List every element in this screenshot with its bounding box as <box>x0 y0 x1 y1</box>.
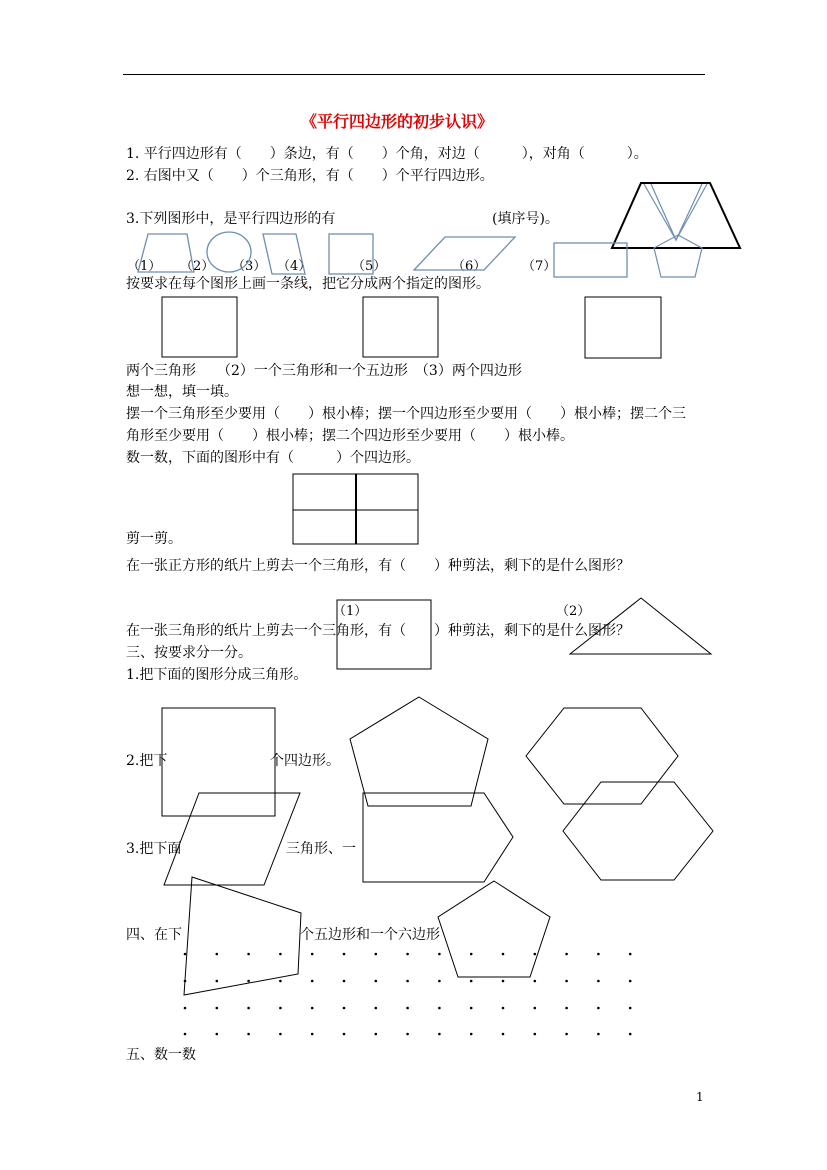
grid-dot <box>375 953 378 956</box>
shape-label-3: （3） <box>232 259 267 274</box>
grid-dot <box>629 1007 632 1010</box>
grid-dot <box>311 1033 314 1036</box>
grid-dot <box>470 1007 473 1010</box>
grid-dot <box>375 1033 378 1036</box>
dot-grid <box>184 953 632 1036</box>
split-pentagon-large <box>350 697 488 806</box>
question-1: 1. 平行四边形有（ ）条边，有（ ）个角，对边（ ），对角（ ）。 <box>126 146 648 162</box>
question-3: 3.下列图形中，是平行四边形的有 <box>126 211 336 227</box>
inner-triangles <box>644 184 707 277</box>
grid-dot <box>502 980 505 983</box>
section-3-item-3b: 三角形、一 <box>286 841 356 857</box>
grid-dot <box>216 980 219 983</box>
grid-dot <box>629 953 632 956</box>
grid-dot <box>502 953 505 956</box>
grid-dot <box>534 1033 537 1036</box>
grid-dot <box>311 1007 314 1010</box>
shape-label-7: （7） <box>522 259 557 274</box>
grid-dot <box>502 1033 505 1036</box>
grid-dot <box>216 953 219 956</box>
grid-dot <box>534 1007 537 1010</box>
split-pentagon-small <box>438 881 550 977</box>
section-3-heading: 三、按要求分一分。 <box>126 645 252 661</box>
grid-dot <box>597 1033 600 1036</box>
shape-parallelogram-tall <box>263 234 305 274</box>
grid-dot <box>247 1033 250 1036</box>
trapezoid-figure <box>612 183 740 248</box>
grid-dot <box>247 980 250 983</box>
grid-dot <box>406 953 409 956</box>
shape-trapezoid <box>138 234 194 272</box>
question-4-labels: 两个三角形 （2）一个三角形和一个五边形 （3）两个四边形 <box>126 363 522 379</box>
question-4: 按要求在每个图形上画一条线，把它分成两个指定的图形。 <box>126 276 490 292</box>
cut-triangle <box>570 598 711 654</box>
grid-dot <box>438 1007 441 1010</box>
grid-dot <box>216 1033 219 1036</box>
grid-dot <box>247 953 250 956</box>
grid-dot <box>343 953 346 956</box>
question-5-line-2: 角形至少要用（ ）根小棒；摆二个四边形至少要用（ ）根小棒。 <box>126 428 574 444</box>
shape-label-6: （6） <box>452 259 487 274</box>
section-5-heading: 五、数一数 <box>126 1047 196 1063</box>
grid-dot <box>343 980 346 983</box>
section-3-item-2a: 2.把下 <box>126 753 168 769</box>
grid-dot <box>438 953 441 956</box>
section-4-a: 四、在下 <box>126 927 182 943</box>
divide-rectangle-3 <box>585 297 661 358</box>
shape-label-2: （2） <box>180 259 215 274</box>
split-quadrilateral <box>184 877 301 995</box>
grid-dot <box>279 1033 282 1036</box>
question-6: 数一数，下面的图形中有（ ）个四边形。 <box>126 450 420 466</box>
grid-dot <box>216 1007 219 1010</box>
grid-dot <box>470 953 473 956</box>
split-square <box>162 708 275 816</box>
grid-dot <box>629 1033 632 1036</box>
grid-dot <box>597 953 600 956</box>
split-hexagon-2 <box>563 782 713 880</box>
split-parallelogram <box>164 793 300 885</box>
shape-label-5: （5） <box>352 259 387 274</box>
grid-dot <box>279 953 282 956</box>
cut-label-1: （1） <box>333 604 368 619</box>
divide-rectangle-2 <box>363 297 438 357</box>
grid-dot <box>247 1007 250 1010</box>
divide-rectangle-1 <box>162 297 237 357</box>
question-3-fill: (填序号)。 <box>492 211 559 227</box>
shape-label-4: （4） <box>277 259 312 274</box>
grid-dot <box>470 1033 473 1036</box>
grid-dot <box>565 980 568 983</box>
question-5-heading: 想一想，填一填。 <box>126 384 238 400</box>
grid-dot <box>184 980 187 983</box>
grid-dot <box>184 1007 187 1010</box>
shape-label-1: （1） <box>127 259 162 274</box>
page-number: 1 <box>696 1090 704 1104</box>
grid-dot <box>406 1033 409 1036</box>
grid-dot <box>438 980 441 983</box>
question-2: 2. 右图中又（ ）个三角形，有（ ）个平行四边形。 <box>126 168 494 184</box>
cut-square <box>337 600 431 669</box>
grid-dot <box>406 980 409 983</box>
count-quadrilaterals-grid <box>293 474 418 544</box>
question-7-heading: 剪一剪。 <box>126 531 182 547</box>
grid-dot <box>565 1007 568 1010</box>
question-5-line-1: 摆一个三角形至少要用（ ）根小棒；摆一个四边形至少要用（ ）根小棒；摆二个三 <box>126 406 686 422</box>
question-7-line-2: 在一张三角形的纸片上剪去一个三角形，有（ ）种剪法，剩下的是什么图形？ <box>126 623 630 639</box>
shape-circle <box>207 232 251 272</box>
shape-square <box>329 234 373 274</box>
grid-dot <box>597 980 600 983</box>
section-3-item-2b: 个四边形。 <box>270 753 340 769</box>
grid-dot <box>375 1007 378 1010</box>
grid-dot <box>565 953 568 956</box>
grid-dot <box>406 1007 409 1010</box>
grid-dot <box>470 980 473 983</box>
grid-dot <box>343 1033 346 1036</box>
grid-dot <box>597 1007 600 1010</box>
grid-dot <box>629 980 632 983</box>
grid-dot <box>534 953 537 956</box>
small-pentagon <box>654 235 702 277</box>
grid-dot <box>279 1007 282 1010</box>
grid-dot <box>343 1007 346 1010</box>
section-4-b: 个五边形和一个六边形 <box>300 927 440 943</box>
cut-label-2: （2） <box>556 604 591 619</box>
grid-dot <box>311 953 314 956</box>
question-7-line-1: 在一张正方形的纸片上剪去一个三角形，有（ ）种剪法，剩下的是什么图形？ <box>126 558 630 574</box>
split-hexagon-1 <box>526 708 678 804</box>
grid-dot <box>375 980 378 983</box>
shape-parallelogram-wide <box>414 237 515 270</box>
page-title: 《平行四边形的初步认识》 <box>301 112 494 131</box>
section-3-item-3a: 3.把下面 <box>126 841 182 857</box>
grid-dot <box>565 1033 568 1036</box>
grid-dot <box>311 980 314 983</box>
grid-dot <box>438 1033 441 1036</box>
grid-dot <box>502 1007 505 1010</box>
grid-dot <box>279 980 282 983</box>
grid-dot <box>184 953 187 956</box>
section-3-item-1: 1.把下面的图形分成三角形。 <box>126 667 308 683</box>
grid-dot <box>184 1033 187 1036</box>
grid-dot <box>534 980 537 983</box>
